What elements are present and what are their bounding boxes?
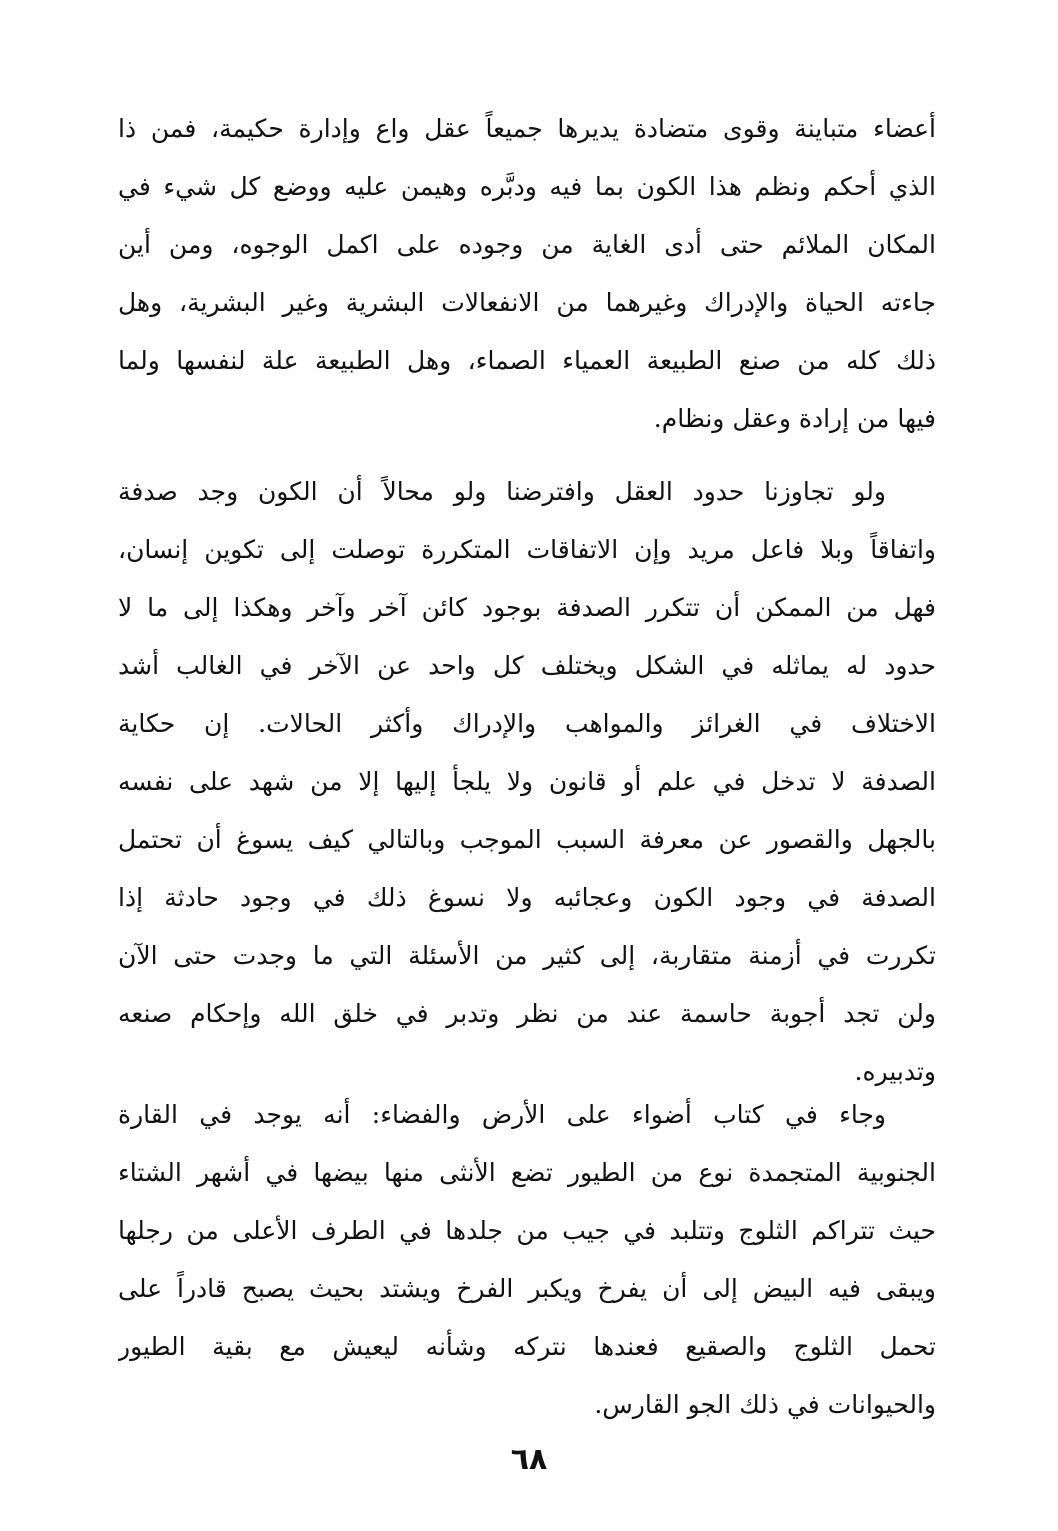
text-line: والحيوانات في ذلك الجو القارس. <box>594 1390 936 1419</box>
text-line: الصدفة لا تدخل في علم أو قانون ولا يلجأ إليها إلا من شهد على نفسه <box>118 767 936 796</box>
text-line: ويبقى فيه البيض إلى أن يفرخ ويكبر الفرخ ويشتد بحيث يصبح قادراً على <box>118 1274 936 1303</box>
text-line: واتفاقاً وبلا فاعل مريد وإن الاتفاقات المتكررة توصلت إلى تكوين إنسان، <box>118 535 936 564</box>
paragraph-3 <box>118 1086 936 1434</box>
text-line: ولو تجاوزنا حدود العقل وافترضنا ولو محالاً أن الكون وجد صدفة <box>118 477 886 506</box>
text-line: جاءته الحياة والإدراك وغيرهما من الانفعالات البشرية وغير البشرية، وهل <box>118 288 936 317</box>
text-line: أعضاء متباينة وقوى متضادة يديرها جميعاً عقل واع وإدارة حكيمة، فمن ذا <box>118 114 936 143</box>
text-line: الصدفة في وجود الكون وعجائبه ولا نسوغ ذلك في وجود حادثة إذا <box>118 883 936 912</box>
text-line: الاختلاف في الغرائز والمواهب والإدراك وأكثر الحالات. إن حكاية <box>118 709 936 738</box>
text-line: ولن تجد أجوبة حاسمة عند من نظر وتدبر في خلق الله وإحكام صنعه <box>118 999 936 1028</box>
text-line: وجاء في كتاب أضواء على الأرض والفضاء: أنه يوجد في القارة <box>118 1100 886 1129</box>
text-line: الذي أحكم ونظم هذا الكون بما فيه ودبَّره وهيمن عليه ووضع كل شيء في <box>118 172 936 201</box>
text-line: فيها من إرادة وعقل ونظام. <box>653 404 936 433</box>
text-line: بالجهل والقصور عن معرفة السبب الموجب وبالتالي كيف يسوغ أن تحتمل <box>118 825 936 854</box>
text-line: وتدبيره. <box>854 1057 936 1086</box>
paragraph-2 <box>118 463 936 1101</box>
text-line: تحمل الثلوج والصقيع فعندها نتركه وشأنه ليعيش مع بقية الطيور <box>118 1332 936 1361</box>
text-line: تكررت في أزمنة متقاربة، إلى كثير من الأسئلة التي ما وجدت حتى الآن <box>118 941 936 970</box>
text-line: المكان الملائم حتى أدى الغاية من وجوده على اكمل الوجوه، ومن أين <box>118 230 936 259</box>
text-line: حيث تتراكم الثلوج وتتلبد في جيب من جلدها في الطرف الأعلى من رجلها <box>118 1216 936 1245</box>
page-number: ٦٨ <box>510 1442 548 1477</box>
paragraph-1 <box>118 100 936 448</box>
text-line: الجنوبية المتجمدة نوع من الطيور تضع الأنثى منها بيضها في أشهر الشتاء <box>118 1158 936 1187</box>
text-line: فهل من الممكن أن تتكرر الصدفة بوجود كائن آخر وآخر وهكذا إلى ما لا <box>118 593 936 622</box>
text-line: ذلك كله من صنع الطبيعة العمياء الصماء، وهل الطبيعة علة لنفسها ولما <box>118 346 936 375</box>
text-line: حدود له يماثله في الشكل ويختلف كل واحد عن الآخر في الغالب أشد <box>118 651 936 680</box>
